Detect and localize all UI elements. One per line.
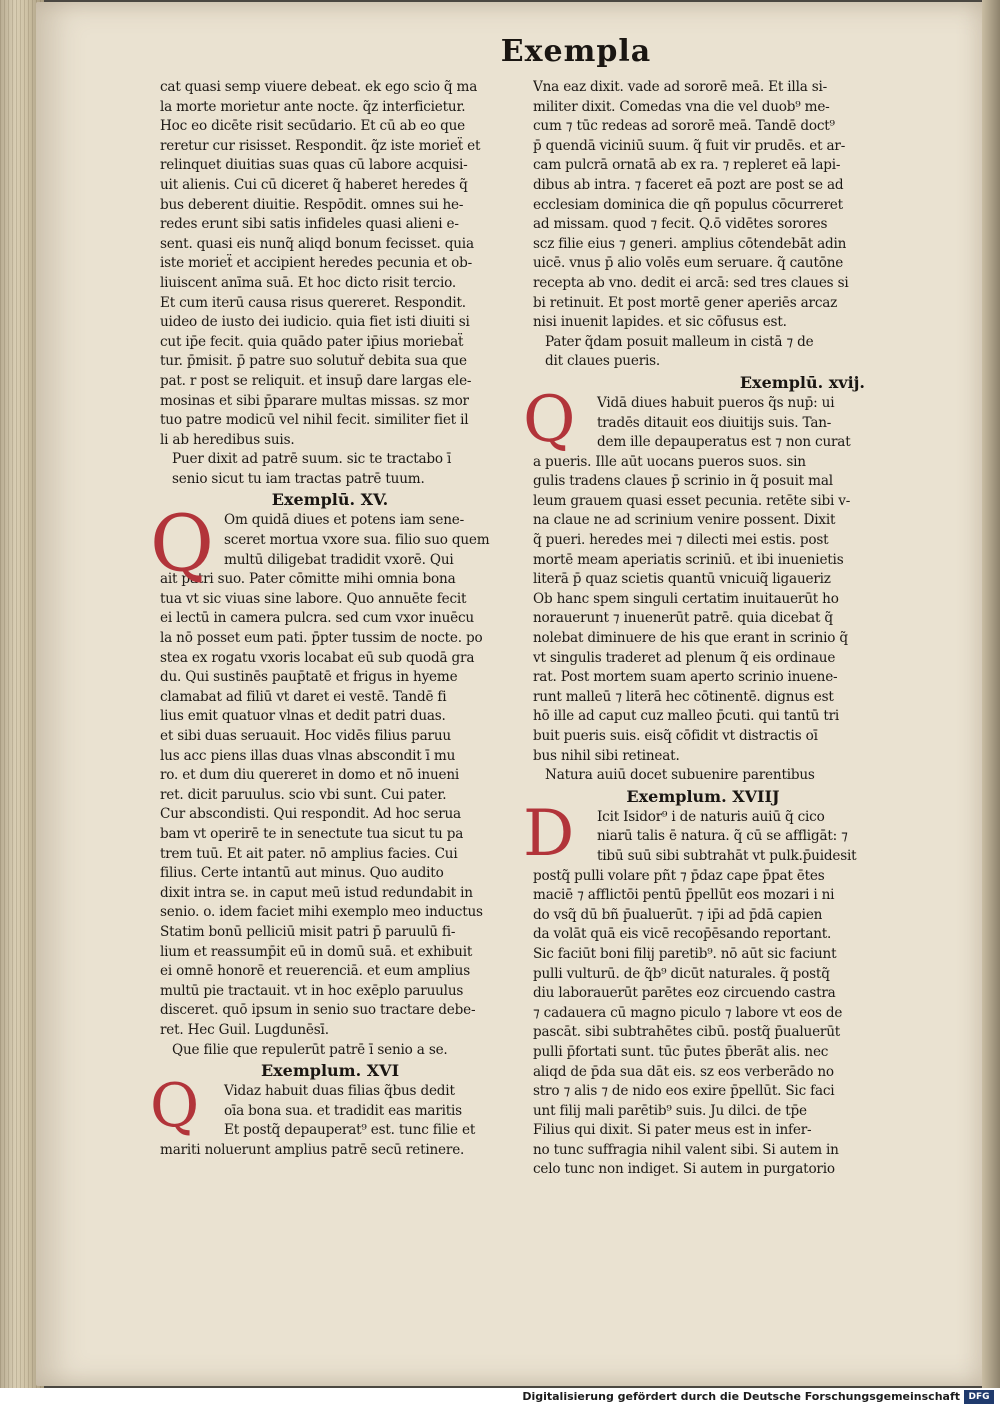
text-line: bam vt operirē te in senectute tua sicut tu pa [160, 825, 464, 842]
text-line: Natura auiū docet subuenire parentibus [545, 767, 815, 784]
text-line: uit alienis. Cui cū diceret q̃ haberet heredes q̃ [160, 176, 468, 193]
text-line: mortē meam aperiatis scriniū. et ibi inuenietis [533, 551, 844, 568]
exemplum-heading: Exemplum. XVIIJ [626, 786, 780, 806]
text-line: norauerunt ⁊ inuenerūt patrē. quia dicebat q̃ [533, 610, 833, 627]
text-line: vt singulis traderet ad plenum q̃ eis ordinaue [533, 649, 836, 666]
exemplum-heading: Exemplū. XV. [271, 490, 389, 510]
text-line: tradēs ditauit eos diuitijs suis. Tan- [597, 414, 832, 431]
text-line: reretur cur risisset. Respondit. q̃z iste morieẗ et [160, 137, 481, 154]
text-line: Pater q̃dam posuit malleum in cistā ⁊ de [545, 333, 814, 350]
text-line: bi retinuit. Et post mortē gener aperiēs arcaz [533, 294, 838, 311]
text-line: tua vt sic viuas sine labore. Quo annuēte fecit [160, 590, 467, 607]
text-line: militer dixit. Comedas vna die vel duob⁹ me- [533, 98, 830, 115]
text-line: Vna eaz dixit. vade ad sororē meā. Et illa si- [533, 79, 828, 95]
text-line: pulli p̄fortati sunt. tūc p̄utes p̄berāt alis. nec [533, 1043, 829, 1060]
red-initial-letter: D [523, 796, 575, 871]
text-line: cam pulcrā ornatā ab ex ra. ⁊ repleret eā lapi- [533, 157, 841, 174]
red-initial-letter: Q [150, 499, 214, 590]
dfg-logo: DFG [964, 1390, 994, 1404]
right-column [523, 78, 873, 1180]
text-line: unt filij mali parētib⁹ suis. Ju dilci. de tp̄e [533, 1102, 807, 1119]
text-line: Om quidā diues et potens iam sene- [224, 512, 464, 529]
text-line: uicē. vnus p̄ alio volēs eum seruare. q̃ cautōne [533, 255, 844, 272]
text-line: recepta ab vno. dedit ei arcā: sed tres claues si [533, 274, 849, 291]
text-line: oīa bona sua. et tradidit eas maritis [224, 1102, 462, 1119]
footer-funding-text: Digitalisierung gefördert durch die Deutsche Forschungsgemeinschaft [522, 1390, 960, 1403]
text-line: senio sicut tu iam tractas patrē tuum. [172, 470, 425, 487]
text-line: p̄ quendā viciniū suum. q̃ fuit vir prudēs. et ar- [533, 137, 846, 154]
text-line: ei lectū in camera pulcra. sed cum vxor inuēcu [160, 610, 474, 627]
text-line: na claue ne ad scrinium venire possent. Dixit [533, 512, 836, 529]
text-line: ei omnē honorē et reuerenciā. et eum amplius [160, 963, 470, 980]
text-line: relinquet diuitias suas quas cū labore acquisi- [160, 157, 468, 174]
text-line: ⁊ cadauera cū magno piculo ⁊ labore vt eos de [533, 1004, 843, 1021]
text-line: dit claues pueris. [545, 353, 661, 370]
text-line: filius. Certe intantū aut minus. Quo audito [160, 865, 444, 882]
text-line: Que filie que repulerūt patrē ī senio a se. [172, 1041, 448, 1058]
text-line: Et postq̃ depauperat⁹ est. tunc filie et [224, 1122, 476, 1139]
text-line: tibū suū sibi subtrahāt vt pulk.p̄uidesit [597, 847, 857, 864]
text-line: sent. quasi eis nunq̃ aliqd bonum fecisset. quia [160, 235, 474, 252]
footer-bar [0, 1388, 1000, 1406]
text-line: ret. Hec Guil. Lugdunēsī. [160, 1021, 329, 1038]
text-line: disceret. quō ipsum in senio suo tractare debe- [160, 1002, 476, 1019]
exemplum-heading: Exemplum. XVI [260, 1061, 400, 1081]
text-line: redes erunt sibi satis infideles quasi alieni e- [160, 216, 459, 233]
text-line: iste morieẗ et accipient heredes pecunia et ob- [160, 255, 472, 272]
text-line: trem tuū. Et ait pater. nō amplius facies. Cui [160, 845, 458, 862]
text-line: cut ip̄e fecit. quia quādo pater ip̄ius moriebaẗ [160, 333, 464, 350]
text-line: do vsq̃ dū bñ p̄ualuerūt. ⁊ ip̄i ad p̄dā capien [533, 906, 823, 923]
text-line: pat. r post se reliquit. et insup̄ dare largas ele- [160, 372, 472, 389]
exemplum-heading: Exemplū. xvij. [739, 372, 865, 392]
text-line: Filius qui dixit. Si pater meus est in infer- [533, 1122, 812, 1139]
text-line: tuo patre modicū vel nihil fecit. similiter fiet il [160, 412, 469, 429]
text-line: cum ⁊ tūc redeas ad sororē meā. Tandē doct⁹ [533, 118, 835, 135]
text-line: ret. dicit paruulus. scio vbi sunt. Cui pater. [160, 786, 447, 803]
red-initial-letter: Q [523, 382, 576, 457]
text-line: ait patri suo. Pater cōmitte mihi omnia bona [160, 571, 456, 588]
text-line: bus deberent diuitie. Respōdit. omnes sui he- [160, 196, 464, 213]
text-line: Statim bonū pelliciū misit patri p̄ paruulū fi- [160, 923, 456, 940]
text-line: Sic faciūt boni filij paretib⁹. nō aūt sic faciunt [533, 945, 837, 962]
text-line: Vidaz habuit duas filias q̃bus dedit [224, 1083, 455, 1100]
text-line: Puer dixit ad patrē suum. sic te tractabo ī [172, 451, 452, 468]
text-line: celo tunc non indiget. Si autem in purgatorio [533, 1161, 835, 1178]
text-line: q̃ pueri. heredes mei ⁊ dilecti mei estis. post [533, 532, 829, 549]
text-line: la morte morietur ante nocte. q̃z interficietur. [160, 98, 466, 115]
text-line: postq̃ pulli volare pñt ⁊ p̄daz cape p̄pat ētes [533, 867, 825, 884]
text-line: ro. et dum diu quereret in domo et nō inueni [160, 767, 460, 784]
text-line: gulis tradens claues p̄ scrinio in q̃ posuit mal [533, 473, 833, 490]
text-line: aliqd de p̄da sua dāt eis. sz eos verberādo no [533, 1063, 834, 1080]
text-line: no tunc suffragia nihil valent sibi. Si autem in [533, 1141, 839, 1158]
text-line: a pueris. Ille aūt uocans pueros suos. sin [533, 453, 806, 470]
text-line: ecclesiam dominica die qñ populus cōcurreret [533, 196, 843, 213]
text-line: diu laborauerūt parētes eoz circuendo castra [533, 985, 836, 1002]
text-line: da volāt quā eis vicē recop̄ēsando reportant. [533, 926, 832, 943]
text-line: mariti noluerunt amplius patrē secū retinere. [160, 1141, 465, 1158]
text-line: senio. o. idem faciet mihi exemplo meo inductus [160, 904, 483, 921]
text-line: dibus ab intra. ⁊ faceret eā pozt are post se ad [533, 176, 844, 193]
text-line: et sibi duas seruauit. Hoc vidēs filius paruu [160, 728, 451, 744]
text-line: Ob hanc spem singuli certatim inuitauerūt ho [533, 590, 839, 607]
text-line: multū pie tractauit. vt in hoc exēplo paruulus [160, 982, 464, 999]
text-line: la nō posset eum pati. p̄pter tussim de nocte. po [160, 630, 483, 647]
text-line: niarū talis ē natura. q̃ cū se affligāt: ⁊ [597, 828, 848, 845]
running-title: Exempla [500, 34, 652, 69]
text-line: bus nihil sibi retineat. [533, 747, 680, 764]
text-line: pulli vulturū. de q̃b⁹ dicūt naturales. q̃ postq̃ [533, 965, 830, 982]
text-line: maciē ⁊ afflictōi pentū p̄pellūt eos mozari i ni [533, 887, 835, 904]
text-line: nisi inuenit lapides. et sic cōfusus est. [533, 314, 787, 331]
text-line: hō ille ad caput cuz malleo p̄cuti. qui tantū tri [533, 708, 840, 725]
text-line: tur. p̄misit. p̄ patre suo solutuř debita sua que [160, 353, 467, 370]
text-line: Vidā diues habuit pueros q̃s nup̄: ui [597, 394, 835, 411]
text-line: dem ille depauperatus est ⁊ non curat [597, 434, 851, 451]
text-line: Hoc eo dicēte risit secūdario. Et cū ab eo que [160, 118, 466, 135]
text-line: lius emit quatuor vlnas et dedit patri duas. [160, 708, 446, 725]
text-line: Et cum iterū causa risus quereret. Respondit. [160, 294, 466, 311]
text-line: dixit intra se. in caput meū istud redundabit in [160, 884, 473, 901]
text-line: liuiscent anīma suā. Et hoc dicto risit tercio. [160, 274, 456, 291]
text-line: leum grauem quasi esset pecunia. retēte sibi v- [533, 492, 851, 509]
text-line: du. Qui sustinēs paup̄tatē et frigus in hyeme [160, 669, 458, 686]
text-line: cat quasi semp viuere debeat. ek ego scio q̃ ma [160, 79, 478, 95]
left-column [150, 78, 500, 1160]
text-line: nolebat diminuere de his que erant in scrinio q̃ [533, 630, 848, 647]
red-initial-letter: Q [150, 1071, 200, 1142]
text-line: pascāt. sibi subtrahētes cibū. postq̃ p̄ualuerūt [533, 1024, 841, 1041]
text-line: buit pueris suis. eisq̃ cōfidit vt distractis oī [533, 728, 818, 744]
text-line: clamabat ad filiū vt daret ei vestē. Tandē fi [160, 688, 447, 705]
text-line: mosinas et sibi p̄parare multas missas. sz mor [160, 392, 469, 409]
text-line: rat. Post mortem suam aperto scrinio inuene- [533, 669, 838, 686]
text-line: Icit Isidor⁹ i de naturis auiū q̃ cico [597, 808, 825, 825]
text-line: uideo de iusto dei iudicio. quia fiet isti diuiti si [160, 314, 470, 331]
text-line: li ab heredibus suis. [160, 431, 295, 448]
text-line: lus acc piens illas duas vlnas abscondit ī mu [160, 747, 456, 764]
text-line: stro ⁊ alis ⁊ de nido eos exire p̄pellūt. Sic faci [533, 1083, 835, 1100]
text-line: sceret mortua vxore sua. filio suo quem [224, 532, 490, 549]
text-line: lium et reassump̄it eū in domū suā. et exhibuit [160, 943, 473, 960]
text-line: multū diligebat tradidit vxorē. Qui [224, 551, 454, 568]
text-line: stea ex rogatu vxoris locabat eū sub quodā gra [160, 649, 475, 666]
text-line: scz filie eius ⁊ generi. amplius cōtendebāt adin [533, 235, 847, 252]
text-line: ad missam. quod ⁊ fecit. Q.ō vidētes sorores [533, 216, 828, 233]
text-line: Cur abscondisti. Qui respondit. Ad hoc serua [160, 806, 461, 823]
text-line: runt malleū ⁊ literā hec cōtinentē. dignus est [533, 688, 834, 705]
text-line: literā p̄ quaz scietis quantū vnicuiq̃ ligaueriz [533, 571, 831, 588]
page-right-edge [982, 0, 1000, 1388]
